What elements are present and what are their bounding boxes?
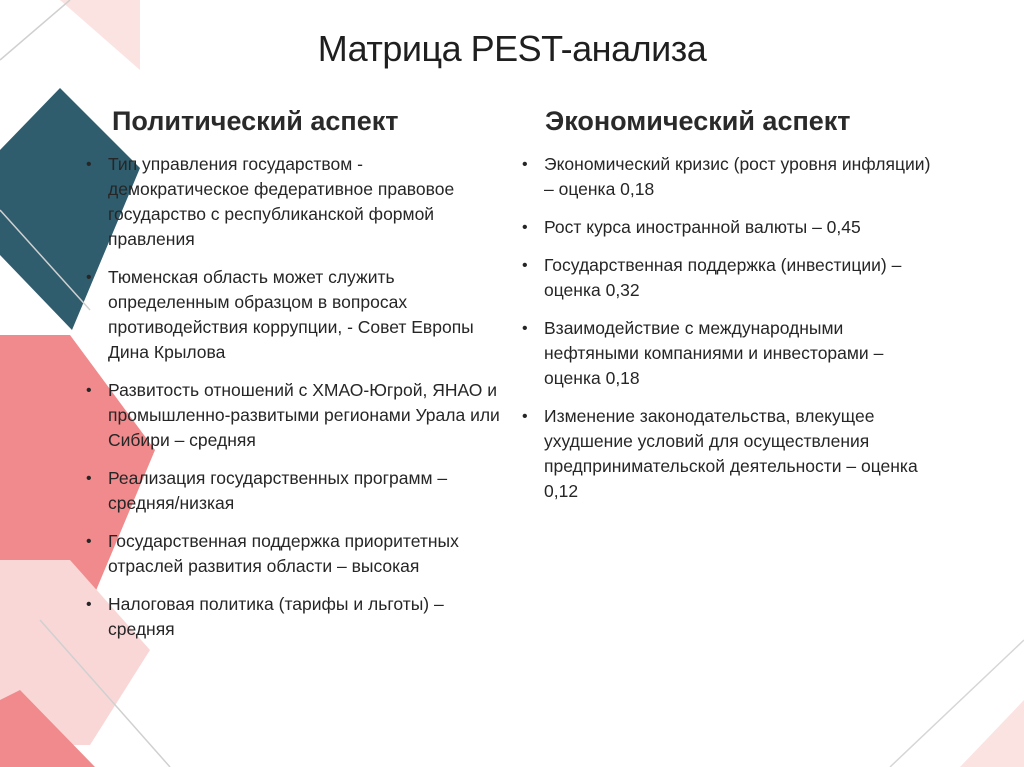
bullet-icon: • [522,219,528,236]
list-item [86,529,506,579]
list-item-text: Тип управления государством - демократическое федеративное правовое государство с республиканской формой правления [108,154,455,249]
list-item-text: Изменение законодательства, влекущее ухудшение условий для осуществления предпринимательской деятельности – оценка 0,12 [544,406,918,501]
bullet-icon: • [522,408,528,425]
list-item-text: Государственная поддержка (инвестиции) – оценка 0,32 [544,255,902,300]
page-title: Матрица PEST-анализа [317,28,707,69]
bullet-icon: • [522,156,528,173]
bullet-icon: • [522,320,528,337]
political-aspect-heading: Политический аспект [112,106,399,136]
list-item [522,152,942,202]
list-item-text: Государственная поддержка приоритетных отраслей развития области – высокая [108,531,459,576]
list-item [522,404,942,504]
list-item [522,253,942,303]
list-item [86,152,506,252]
list-item [86,378,506,453]
list-item-text: Рост курса иностранной валюты – 0,45 [544,217,861,237]
bullet-icon: • [86,596,92,613]
list-item-text: Экономический кризис (рост уровня инфляции) – оценка 0,18 [544,154,931,199]
list-item-text: Развитость отношений с ХМАО-Югрой, ЯНАО и промышленно-развитыми регионами Урала или Сибири – средняя [108,380,500,450]
economic-aspect-heading: Экономический аспект [545,106,851,136]
political-aspect-list [86,152,506,655]
list-item [86,592,506,642]
bullet-icon: • [86,533,92,550]
list-item [522,316,942,391]
bullet-icon: • [86,382,92,399]
bullet-icon: • [86,269,92,286]
list-item-text: Налоговая политика (тарифы и льготы) – средняя [108,594,444,639]
list-item [86,466,506,516]
bullet-icon: • [86,470,92,487]
list-item-text: Взаимодействие с международными нефтяными компаниями и инвесторами – оценка 0,18 [544,318,884,388]
list-item [522,215,942,240]
decor-pink-bottom-right [960,700,1024,767]
list-item [86,265,506,365]
bullet-icon: • [522,257,528,274]
list-item-text: Тюменская область может служить определенным образцом в вопросах противодействия коррупции, - Совет Европы Дина Крылова [108,267,474,362]
bullet-icon: • [86,156,92,173]
list-item-text: Реализация государственных программ – средняя/низкая [108,468,448,513]
economic-aspect-list [522,152,942,517]
